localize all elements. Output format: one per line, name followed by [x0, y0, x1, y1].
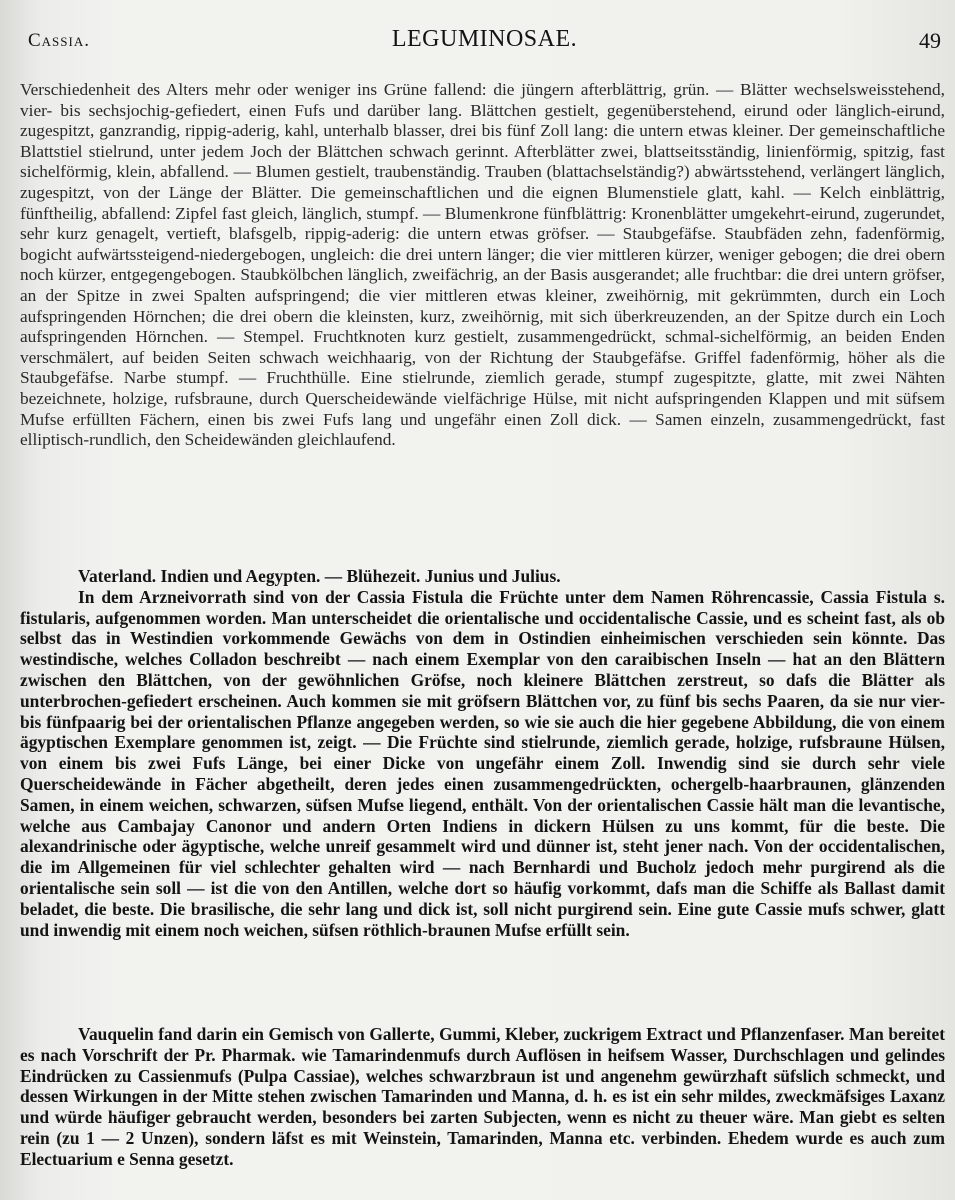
- chemistry-section: [20, 1024, 945, 1170]
- page-number: 49: [919, 28, 941, 53]
- running-head-family: LEGUMINOSAE.: [391, 26, 578, 52]
- running-head-genus: Cassia.: [28, 30, 90, 51]
- page-header: [28, 26, 941, 56]
- botanical-description: [20, 80, 945, 451]
- description-paragraph: Verschiedenheit des Alters mehr oder weniger ins Grüne fallend: die jüngern afterblättrig, grün. — Blätter wechselsweisstehend, vier- bis sechsjochig-gefiedert, einen Fufs und darüber lang. Blättchen gestielt, gegenüberstehend, eirund oder länglich-eirund, zugespitzt, ganzrandig, rippig-aderig, kahl, unterhalb blasser, drei bis fünf Zoll lang: die untern etwas kleiner. Der gemeinschaftliche Blattstiel stielrund, unter jedem Joch der Blättchen schwach gerinnt. Afterblätter zwei, blattseitsständig, linienförmig, spitzig, fast sichelförmig, klein, abfallend. — Blumen gestielt, traubenständig. Trauben (blattachselständig?) abwärtsstehend, verlängert länglich, zugespitzt, von der Länge der Blätter. Die gemeinschaftlichen und die eignen Blumenstiele glatt, kahl. — Kelch einblättrig, fünftheilig, abfallend: Zipfel fast gleich, länglich, stumpf. — Blumenkrone fünfblättrig: Kronenblätter umgekehrt-eirund, zugerundet, sehr kurz genagelt, vertieft, blafsgelb, rippig-aderig: die untern etwas gröfser. — Staubgefäfse. Staubfäden zehn, fadenförmig, bogicht aufwärtssteigend-niedergebogen, ungleich: die drei untern länger; die vier mittleren kürzer, weniger gebogen; die drei obern noch kürzer, entgegengebogen. Staubkölbchen länglich, zweifächrig, an der Basis ausgerandet; alle fruchtbar: die drei untern gröfser, an der Spitze in zwei Spalten aufspringend; die vier mittleren etwas kleiner, zweihörnig, mit gekrümmten, durch ein Loch aufspringenden Hörnchen; die drei obern die kleinsten, kurz, zweihörnig, mit sich überkreuzenden, an der Spitze durch ein Loch aufspringenden Hörnchen. — Stempel. Fruchtknoten kurz gestielt, zusammengedrückt, schmal-sichelförmig, an beiden Enden verschmälert, auf beiden Seiten schwach weichhaarig, von der Richtung der Staubgefäfse. Griffel fadenförmig, höher als die Staubgefäfse. Narbe stumpf. — Fruchthülle. Eine stielrunde, ziemlich gerade, stumpf zugespitzte, glatte, mit zwei Nähten bezeichnete, holzige, rufsbraune, durch Querscheidewände vielfächrige Hülse, mit nicht aufspringenden Klappen und mit süfsem Mufse erfüllten Fächern, einen bis zwei Fufs lang und ungefähr einen Zoll dick. — Samen einzeln, zusammengedrückt, fast elliptisch-rundlich, den Scheidewänden gleichlaufend.: [20, 80, 945, 450]
- vaterland-line: Vaterland. Indien und Aegypten. — Blühezeit. Junius und Julius.: [78, 566, 561, 586]
- commentary-section: [20, 566, 945, 940]
- chemistry-paragraph: Vauquelin fand darin ein Gemisch von Gallerte, Gummi, Kleber, zuckrigem Extract und Pflanzenfaser. Man bereitet es nach Vorschrift der Pr. Pharmak. wie Tamarindenmufs durch Auflösen in heifsem Wasser, Durchschlagen und gelindes Eindrücken zu Cassienmufs (Pulpa Cassiae), welches schwarzbraun ist und angenehm gewürzhaft süfslich schmeckt, und dessen Wirkungen in der Mitte stehen zwischen Tamarinden und Manna, d. h. es ist ein sehr mildes, zweckmäfsiges Laxanz und würde häufiger gebraucht werden, besonders bei zarten Subjecten, wenn es nicht zu theuer wäre. Man giebt es selten rein (zu 1 — 2 Unzen), sondern läfst es mit Weinstein, Tamarinden, Manna etc. verbinden. Ehedem wurde es auch zum Electuarium e Senna gesetzt.: [20, 1024, 945, 1169]
- pharmacy-paragraph: In dem Arzneivorrath sind von der Cassia Fistula die Früchte unter dem Namen Röhrencassie, Cassia Fistula s. fistularis, aufgenommen worden. Man unterscheidet die orientalische und occidentalische Cassie, und es scheint fast, als ob selbst das in Westindien vorkommende Gewächs von dem in Ostindien einheimischen verschieden sein könnte. Das westindische, welches Colladon beschreibt — nach einem Exemplar von den caraibischen Inseln — hat an den Blättern zwischen den Blättchen, von der gewöhnlichen Gröfse, noch kleinere Blättchen zerstreut, so dafs die Blätter als unterbrochen-gefiedert erscheinen. Auch kommen sie mit gröfsern Blättchen vor, zu fünf bis sechs Paaren, da sie nur vier- bis fünfpaarig bei der orientalischen Pflanze angegeben werden, so wie sie auch die hier gegebene Abbildung, die von einem ägyptischen Exemplare genommen ist, zeigt. — Die Früchte sind stielrunde, ziemlich gerade, holzige, rufsbraune Hülsen, von einem bis zwei Fufs Länge, bei einer Dicke von ungefähr einem Zoll. Inwendig sind sie durch sehr viele Querscheidewände in Fächer abgetheilt, deren jedes einen zusammengedrückten, ochergelb-haarbraunen, glänzenden Samen, in einem weichen, schwarzen, süfsen Mufse liegend, enthält. Von der orientalischen Cassie hält man die levantische, welche aus Cambajay Canonor und andern Orten Indiens in dickern Hülsen zu uns kommt, für die beste. Die alexandrinische oder ägyptische, welche unreif gesammelt wird und dünner ist, steht jener nach. Von der occidentalischen, die im Allgemeinen für viel schlechter gehalten wird — nach Bernhardi und Bucholz jedoch mehr purgirend als die orientalische sein soll — ist die von den Antillen, welche dort so häufig vorkommt, dafs man die Schiffe als Ballast damit beladet, die beste. Die brasilische, die sehr lang und dick ist, soll nicht purgirend sein. Eine gute Cassie mufs schwer, glatt und inwendig mit einem noch weichen, süfsen röthlich-braunen Mufse erfüllt sein.: [20, 586, 945, 940]
